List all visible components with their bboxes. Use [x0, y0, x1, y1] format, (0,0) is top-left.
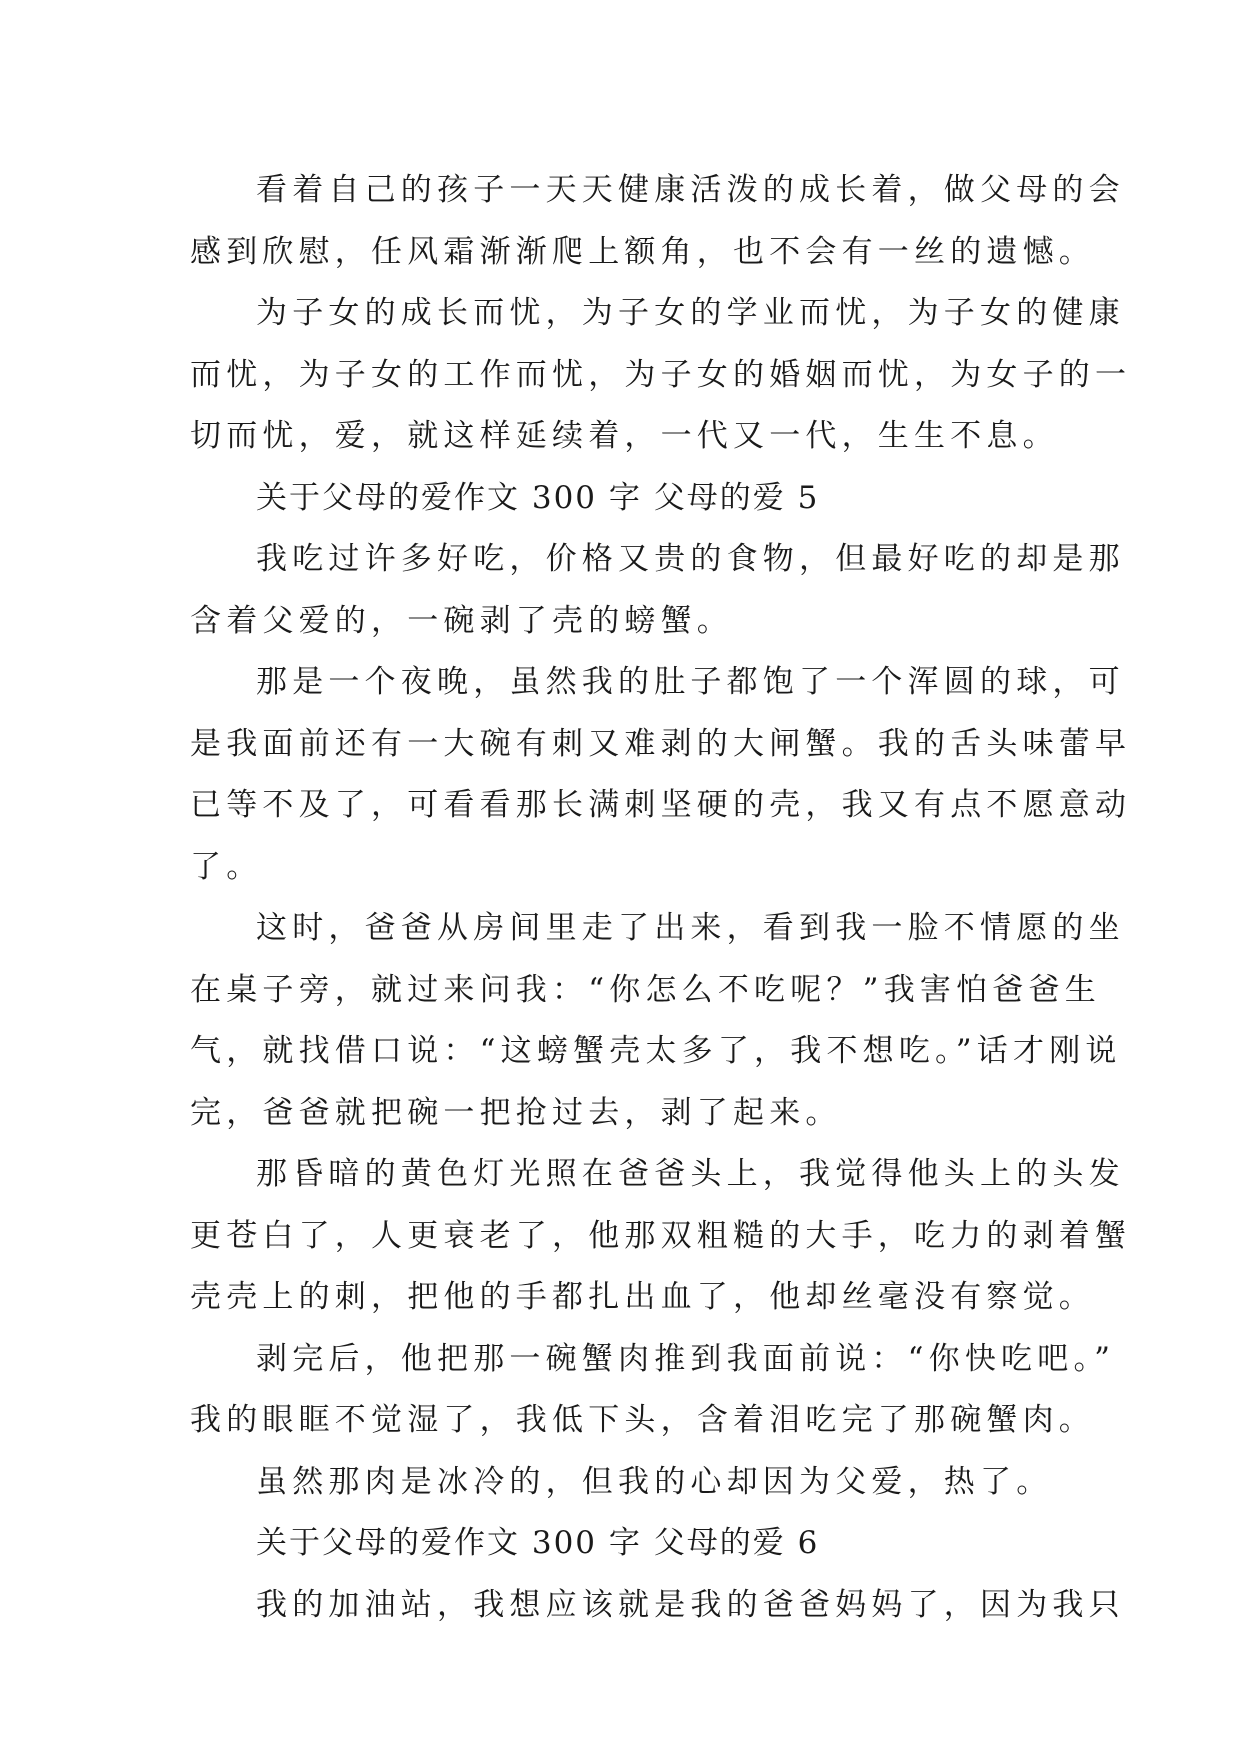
paragraph-line: 这时，爸爸从房间里走了出来，看到我一脸不情愿的坐 [256, 910, 1125, 946]
paragraph-line: 虽然那肉是冰冷的，但我的心却因为父爱，热了。 [256, 1463, 1053, 1500]
section-heading: 关于父母的爱作文 300 字 父母的爱 5 [256, 479, 820, 516]
paragraph-line: 切而忧，爱，就这样延续着，一代又一代，生生不息。 [190, 418, 1059, 454]
paragraph-line: 我的眼眶不觉湿了，我低下头，含着泪吃完了那碗蟹肉。 [190, 1402, 1095, 1438]
paragraph-line: 已等不及了，可看看那长满刺坚硬的壳，我又有点不愿意动 [190, 787, 1132, 823]
paragraph-line: 了。 [190, 848, 263, 885]
document-body [190, 160, 1132, 1636]
paragraph-line: 感到欣慰，任风霜渐渐爬上额角，也不会有一丝的遗憾。 [190, 233, 1095, 270]
section-heading: 关于父母的爱作文 300 字 父母的爱 6 [256, 1525, 820, 1561]
paragraph-line: 完，爸爸就把碗一把抢过去，剥了起来。 [190, 1094, 842, 1131]
paragraph-line: 看着自己的孩子一天天健康活泼的成长着，做父母的会 [256, 172, 1125, 208]
paragraph-line: 为子女的成长而忧，为子女的学业而忧，为子女的健康 [256, 295, 1125, 331]
paragraph-line: 气，就找借口说：“这螃蟹壳太多了，我不想吃。”话才刚说 [190, 1033, 1122, 1069]
paragraph-line: 更苍白了，人更衰老了，他那双粗糙的大手，吃力的剥着蟹 [190, 1217, 1132, 1254]
paragraph-line: 壳壳上的刺，把他的手都扎出血了，他却丝毫没有察觉。 [190, 1279, 1095, 1315]
paragraph-line: 我吃过许多好吃，价格又贵的食物，但最好吃的却是那 [256, 541, 1125, 577]
paragraph-line: 我的加油站，我想应该就是我的爸爸妈妈了，因为我只 [256, 1586, 1125, 1623]
paragraph-line: 是我面前还有一大碗有刺又难剥的大闸蟹。我的舌头味蕾早 [190, 725, 1132, 762]
paragraph-line: 那是一个夜晚，虽然我的肚子都饱了一个浑圆的球，可 [256, 664, 1125, 700]
paragraph-line: 含着父爱的，一碗剥了壳的螃蟹。 [190, 602, 733, 639]
paragraph-line: 那昏暗的黄色灯光照在爸爸头上，我觉得他头上的头发 [256, 1156, 1125, 1192]
paragraph-line: 剥完后，他把那一碗蟹肉推到我面前说：“你快吃吧。” [256, 1340, 1116, 1377]
paragraph-line: 而忧，为子女的工作而忧，为子女的婚姻而忧，为女子的一 [190, 356, 1132, 393]
paragraph-line: 在桌子旁，就过来问我：“你怎么不吃呢？”我害怕爸爸生 [190, 971, 1101, 1008]
